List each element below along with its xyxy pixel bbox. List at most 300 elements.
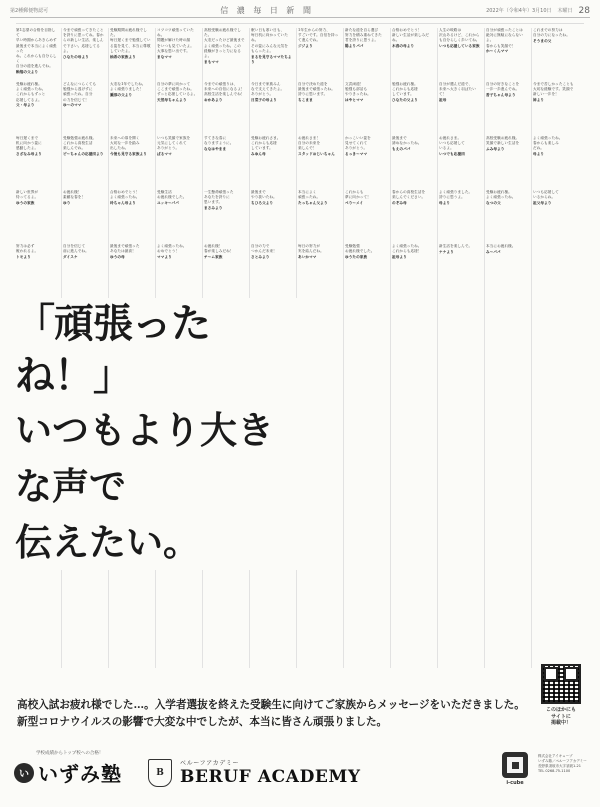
message-line: しています。: [392, 92, 414, 97]
message-line: なりますように。: [204, 141, 234, 146]
message-line: もらったよ。: [251, 48, 274, 53]
family-message: [392, 136, 435, 186]
family-message: [157, 28, 200, 78]
family-message: [63, 190, 106, 240]
message-line: 高校生活を楽しんでね！: [204, 92, 245, 97]
family-message: [251, 136, 294, 186]
family-message: [345, 244, 388, 294]
icube-cube-icon: [502, 752, 528, 778]
message-line: を誇りに思ってね。春か: [63, 33, 104, 38]
message-line: 元気にしてくれて: [157, 141, 187, 146]
family-message: [486, 190, 529, 240]
message-line: 未来への扉を開く: [110, 136, 140, 140]
family-message: [486, 28, 529, 78]
message-line: 君を誇りに思うよ。: [345, 38, 379, 43]
message-line: 自分が頑張ったことは: [486, 28, 523, 32]
message-line: つかんだ未来！: [251, 249, 277, 254]
message-signature: 瀬那の父より: [110, 93, 133, 97]
family-message: [110, 244, 153, 294]
message-line: これからもずっと: [16, 92, 46, 97]
header-date-group: [486, 6, 590, 16]
family-message: [439, 28, 482, 78]
message-line: 楽しんで！: [298, 146, 317, 151]
message-line: 問題が解けた時の顔: [157, 38, 191, 43]
izumi-mark-icon: い: [14, 763, 34, 783]
message-line: で下さい。応援してるよ。: [63, 43, 100, 53]
family-message: [63, 82, 106, 132]
message-signature: ちひろ父より: [251, 201, 274, 205]
message-line: お疲れ様でした。: [157, 195, 187, 200]
message-line: 報われるよ。: [16, 249, 39, 254]
family-message: [16, 28, 59, 78]
message-line: かっこいい姿を: [345, 136, 371, 140]
family-message: [439, 190, 482, 240]
message-line: 自分の道を進んでね。: [16, 64, 53, 69]
message-line: 頑張ったね。自分: [63, 92, 93, 97]
message-line: る姿を見て、本当に尊敬: [110, 43, 151, 48]
message-line: あなたは最高！: [110, 249, 136, 254]
message-signature: ひなたの母より: [63, 54, 89, 59]
message-signature: ママより: [157, 255, 172, 259]
message-line: これからも: [345, 190, 364, 194]
company-line: 長野県須坂市大字須坂1-21: [538, 764, 581, 768]
beruf-academy-logo: [148, 758, 408, 787]
message-line: 新しい一歩を！: [533, 92, 559, 97]
message-line: 最後まで頑張ったね。: [298, 87, 335, 92]
message-line: をいつも見ていたよ。: [157, 43, 194, 48]
family-message: [392, 28, 435, 78]
message-line: お疲れさま！: [298, 136, 321, 140]
message-line: 自分の夢に向かって: [157, 82, 191, 86]
headline: [15, 298, 300, 570]
message-signature: 木春の母より: [392, 44, 415, 49]
message-line: これからも応援！: [392, 249, 422, 254]
family-message: [486, 136, 529, 186]
message-line: 高校受験お疲れ様。: [486, 136, 520, 140]
family-message: [345, 190, 388, 240]
company-info: [538, 754, 594, 774]
message-signature: はやとママ: [345, 98, 364, 103]
icube-label: i-cube: [506, 780, 524, 786]
family-message: [110, 82, 153, 132]
message-signature: いつも応援している家族: [439, 44, 480, 49]
qr-caption: [536, 707, 586, 727]
family-message: [16, 244, 59, 294]
message-line: 大切な一歩を踏み: [110, 141, 140, 146]
message-signature: ゆーのママ: [63, 103, 82, 108]
message-line: よく頑張ったね。この: [204, 43, 241, 48]
qr-caption-line-2: サイトに: [551, 713, 571, 720]
message-signature: 母より: [439, 201, 451, 205]
message-line: 春からも笑顔で！: [486, 43, 516, 48]
family-message: [533, 190, 576, 240]
message-signature: なつの父: [486, 201, 501, 205]
message-signature: ジジより: [298, 44, 313, 49]
message-signature: 祖父母より: [533, 201, 552, 205]
message-line: していたよ。: [110, 48, 133, 53]
message-line: 大変だったけど最後まで: [204, 38, 245, 43]
message-line: 今日まで家族みん: [251, 82, 281, 86]
message-line: 諦めなかったね。: [392, 141, 422, 146]
message-line: 素敵な春を！: [63, 195, 86, 200]
message-line: お疲れ様でした。: [345, 249, 375, 254]
message-line: よく頑張ったね。: [486, 195, 516, 200]
message-signature: スタッドおじいちゃん: [298, 152, 335, 157]
message-signature: のぞみ母: [392, 201, 407, 205]
headline-line-2: いつもより大きな声で: [15, 408, 274, 508]
message-line: 自分の力になったね。: [533, 33, 570, 38]
message-line: 勉強から逃げずに: [63, 87, 93, 92]
family-message: [63, 244, 106, 294]
message-signature: ゆり: [63, 201, 71, 205]
message-line: 合格おめでとう！: [110, 190, 140, 194]
message-line: いつも笑顔で家族を: [157, 136, 191, 140]
message-line: 楽しんでね。: [63, 146, 86, 151]
message-line: 人生の岐路は: [439, 28, 462, 32]
message-line: 経験がきっと力になるよ。: [204, 48, 241, 59]
message-line: 一生懸命頑張った: [204, 190, 234, 194]
family-message: [63, 28, 106, 78]
message-line: 最後まで: [392, 136, 407, 140]
message-line: 沢山あるけど、これから: [439, 33, 480, 38]
message-line: 合格おめでとう！: [392, 28, 422, 32]
family-message: [251, 28, 294, 78]
family-message: [204, 244, 247, 294]
message-signature: おかあより: [204, 98, 223, 103]
message-line: 机に向かう姿に: [16, 141, 42, 146]
message-line: 今まで頑張ってきたこと: [63, 28, 104, 32]
message-line: いるよ。: [439, 146, 454, 151]
message-signature: もえのパパ: [392, 147, 411, 151]
family-message: [439, 136, 482, 186]
message-line: 毎日机に向かっていたね。: [251, 33, 288, 43]
qr-caption-line-3: 掲載中！: [550, 720, 571, 726]
izumi-juku-logo: [14, 750, 124, 787]
issue-weekday: 木曜日: [557, 8, 573, 14]
family-message: [157, 136, 200, 186]
family-message: [110, 28, 153, 78]
message-line: 自分の力で: [251, 244, 270, 248]
message-line: 眠い日も寒い日も、: [251, 28, 285, 32]
message-line: いるからね。: [533, 195, 556, 200]
message-line: 毎日の努力が: [298, 244, 321, 248]
family-message: [110, 190, 153, 240]
message-line: 受験勉強: [345, 244, 360, 248]
family-message: [157, 244, 200, 294]
postal-notice: 第2種郵便物認可: [10, 8, 49, 14]
message-line: 実を結んだね。: [298, 249, 324, 254]
message-line: いつも応援して: [533, 190, 559, 194]
family-message: [486, 82, 529, 132]
family-message: [157, 190, 200, 240]
message-line: も自分らしく歩いてね。: [439, 38, 480, 43]
message-line: 最後まで頑張った: [110, 244, 140, 248]
message-line: あなたを誇りに: [204, 195, 230, 200]
message-line: やり抜いたね。: [251, 195, 277, 200]
message-line: 見せてくれて: [345, 141, 368, 146]
family-message: [392, 82, 435, 132]
family-message: [298, 82, 341, 132]
message-line: しています。: [251, 146, 273, 151]
message-signature: かーくんママ: [486, 49, 509, 54]
message-line: おめでとう！: [157, 249, 180, 254]
message-line: よく頑張ったね。: [533, 136, 563, 140]
message-line: の力を信じて！: [63, 97, 89, 102]
message-signature: まなママ: [157, 54, 172, 59]
message-line: 受験期間お疲れ様でした。: [110, 28, 147, 38]
message-signature: ゆうたの家族: [345, 255, 368, 259]
message-signature: 釉翔の父より: [16, 70, 39, 75]
message-line: 受験勉強お疲れ様。: [63, 136, 97, 140]
message-signature: 香子ちゃん母より: [486, 93, 516, 97]
message-line: よく頑張ったね。: [157, 244, 187, 248]
message-signature: るっきーママ: [345, 152, 368, 157]
family-message: [298, 190, 341, 240]
message-signature: さとみより: [251, 255, 270, 259]
message-line: 夢に向かって！: [345, 195, 371, 200]
message-line: て進んでね。: [298, 38, 321, 43]
family-message: [392, 244, 435, 294]
message-line: 努力を積み重ねてきた: [345, 33, 382, 38]
message-line: 頑張ったね。: [298, 195, 321, 200]
message-line: ずっと応援しているよ。: [157, 92, 198, 97]
family-message: [298, 136, 341, 186]
message-line: 大切な経験です。笑顔で: [533, 87, 574, 92]
page-number: 28: [578, 5, 590, 16]
message-line: これまでの努力は: [533, 28, 563, 32]
message-line: 新しい生活が楽しみだね。: [392, 33, 429, 43]
message-signature: 日菜子の母より: [251, 98, 277, 103]
message-line: 1年生からの努力、: [298, 28, 330, 32]
message-line: 出したね。: [110, 146, 129, 151]
message-line: 今まで苦しかったことも: [533, 82, 574, 86]
newspaper-header: [10, 4, 590, 18]
family-message: [16, 136, 59, 186]
message-line: 最後まで: [251, 190, 266, 194]
message-signature: ひなたの父より: [392, 98, 418, 103]
headline-line-1: 「頑張ったね！」: [15, 300, 210, 399]
message-line: 自分が選んだ道で、: [439, 82, 473, 86]
message-line: お疲れ様！: [63, 190, 82, 194]
company-line: 株式会社アイキューブ: [538, 754, 573, 758]
message-line: その姿にみんな元気を: [251, 43, 288, 48]
message-signature: チーム家族: [204, 255, 223, 259]
message-line: ありがとう。: [251, 92, 274, 97]
message-line: 努力は必ず: [16, 244, 35, 248]
message-signature: みゆん母: [251, 152, 266, 157]
qr-section[interactable]: [536, 664, 586, 727]
message-line: すごいです。自信を持っ: [298, 33, 339, 38]
family-message: [439, 244, 482, 294]
message-line: 受験生活: [157, 190, 172, 194]
message-signature: 陽よりパパ: [345, 44, 364, 49]
message-signature: まさみより: [204, 206, 223, 211]
family-message: [16, 190, 59, 240]
message-line: いつも応援して: [439, 141, 465, 146]
message-signature: あいかママ: [298, 255, 317, 259]
message-line: これからも応援: [251, 141, 277, 146]
message-line: 笑顔で新しい生活を: [486, 141, 520, 146]
family-message: [110, 136, 153, 186]
message-line: 誇りに思います。: [298, 92, 328, 97]
message-line: 本当によく: [298, 190, 317, 194]
message-line: 毎日遅くまで勉強してい: [110, 38, 151, 43]
message-signature: ナナより: [439, 249, 454, 254]
message-signature: 今後も見守る家族より: [110, 152, 147, 157]
message-signature: 母より: [533, 152, 545, 157]
message-signature: 祖母: [439, 98, 447, 103]
message-line: 文武両道！: [345, 82, 364, 86]
message-signature: ぺりーメイ: [345, 201, 364, 205]
message-line: 待ってるよ。: [16, 195, 39, 200]
message-line: 高校受験お疲れ様でした。: [204, 28, 241, 38]
message-line: 毎日遅くまで: [16, 136, 39, 140]
family-message: [251, 82, 294, 132]
qr-caption-line-1: このほかにも: [545, 707, 576, 713]
message-line: 春が楽しみだね！: [204, 249, 234, 254]
message-line: 大事な思い出です。: [157, 48, 190, 53]
message-line: 勉強お疲れ様。: [392, 82, 418, 86]
message-line: コツコツ頑張っていたね。: [157, 28, 194, 38]
message-signature: まるを見守るママたちより: [251, 54, 292, 64]
qr-code-icon[interactable]: [541, 664, 581, 704]
message-line: 第1志望の合格を目指して: [16, 28, 56, 38]
message-line: ありがとう。: [157, 146, 180, 151]
family-message: [298, 28, 341, 78]
message-line: 受験お疲れ様。: [486, 190, 512, 194]
message-line: 受験お疲れ様。: [16, 82, 42, 86]
message-signature: ななはやまま: [204, 147, 227, 151]
family-message: [345, 28, 388, 78]
message-line: 自分の未来を: [298, 141, 321, 146]
message-line: だね。: [533, 146, 545, 151]
message-signature: みーパパ: [486, 249, 501, 254]
message-line: ね。これからも自分らしく: [16, 54, 57, 64]
message-line: らの新しい生活、楽しん: [63, 38, 104, 43]
message-line: 前に進んでね。: [63, 249, 89, 254]
company-line: いずみ塾／ベルーフアカデミー: [538, 759, 587, 763]
family-message: [533, 136, 576, 186]
family-message: [345, 136, 388, 186]
beruf-english-name: BERUF ACADEMY: [180, 767, 361, 787]
icube-logo: [495, 752, 535, 786]
message-line: よく頑張りました。: [439, 190, 473, 194]
message-line: 未来へ大きく羽ばたいて！: [439, 87, 476, 97]
beruf-crest-icon: B: [148, 759, 172, 787]
message-line: 最後まで本当によく頑張った: [16, 43, 57, 53]
family-message: [251, 190, 294, 240]
message-signature: まもママ: [204, 59, 219, 64]
message-line: これから高校生活: [63, 141, 93, 146]
message-line: 自分を信じて: [63, 244, 86, 248]
message-signature: 父・母より: [16, 103, 35, 108]
family-message: [439, 82, 482, 132]
message-line: やりきったね。: [345, 92, 371, 97]
message-line: 新生活を楽しんで。: [439, 244, 473, 248]
message-line: お疲れ様！: [204, 244, 223, 248]
beruf-japanese-name: ベルーフアカデミー: [180, 760, 240, 767]
message-signature: そうまの父: [533, 39, 552, 43]
message-signature: ゆうの母: [110, 255, 125, 259]
message-signature: さざなみ母より: [16, 152, 42, 157]
family-message: [533, 82, 576, 132]
headline-line-3: 伝えたい。: [15, 520, 200, 564]
message-signature: ユッキーパパ: [157, 201, 179, 205]
message-signature: ダイスケ: [63, 255, 78, 259]
family-message: [63, 136, 106, 186]
message-line: 勉強も部活も: [345, 87, 368, 92]
message-line: お疲れさま。: [439, 136, 462, 140]
message-line: 早い時期からあきらめず: [16, 38, 57, 43]
izumi-name: いずみ塾: [38, 762, 122, 786]
message-line: 自分の好きなことを: [486, 82, 520, 86]
company-line: TEL 0268-75-1100: [538, 769, 571, 773]
message-line: よく頑張ったね。: [110, 195, 140, 200]
message-signature: トモより: [16, 255, 31, 259]
message-signature: 祖母より: [392, 255, 407, 259]
message-line: 受験お疲れさま。: [251, 136, 281, 140]
message-signature: 姉より: [533, 98, 545, 103]
family-message: [204, 82, 247, 132]
message-line: 楽しんでください。: [392, 195, 426, 200]
intro-text: [17, 697, 537, 731]
message-line: 春からの高校生活を: [392, 190, 426, 194]
newspaper-name: 信 濃 毎 日 新 聞: [220, 6, 314, 15]
message-line: 自分で決めた道を: [298, 82, 328, 86]
message-signature: ちこまま: [298, 98, 313, 103]
message-line: 応援してるよ。: [16, 97, 42, 102]
intro-line-2: 新型コロナウイルスの影響で大変な中でしたが、本当に皆さん頑張りました。: [17, 716, 388, 728]
message-line: 春からも楽しみ: [533, 141, 559, 146]
message-signature: 柚希の家族より: [110, 54, 136, 59]
family-message: [486, 244, 529, 294]
message-signature: いつでも応援団: [439, 152, 465, 157]
message-signature: ぱるママ: [157, 152, 172, 157]
issue-date: 2022年（令和4年）3月10日: [486, 8, 552, 14]
family-message: [204, 28, 247, 78]
family-message: [157, 82, 200, 132]
message-signature: たっちゃん父より: [298, 201, 328, 205]
message-line: 今までの頑張りは、: [204, 82, 238, 86]
message-signature: 玲ちゃん母より: [110, 201, 136, 205]
family-message: [204, 190, 247, 240]
family-message: [251, 244, 294, 294]
message-line: 大変な1年でしたね。: [110, 82, 146, 86]
message-line: よく頑張ったね。: [392, 244, 422, 248]
message-signature: ピーちゃんの応援団より: [63, 152, 104, 157]
message-line: どんなにつらくても: [63, 82, 97, 86]
message-line: よく頑張ったね。: [16, 87, 46, 92]
message-line: 思います。: [204, 200, 223, 205]
message-signature: ふみ母より: [486, 147, 505, 151]
family-message: [298, 244, 341, 294]
message-line: すてきな春に: [204, 136, 227, 140]
message-line: よく頑張りました！: [110, 87, 144, 92]
message-line: ありがとう。: [345, 146, 368, 151]
message-line: 感動したよ。: [16, 146, 39, 151]
family-message: [345, 82, 388, 132]
family-message: [16, 82, 59, 132]
message-line: 誇りに思うよ。: [439, 195, 465, 200]
message-line: 未来への自信になるよ！: [204, 87, 245, 92]
sponsor-footer: [0, 748, 600, 807]
message-line: これからも応援: [392, 87, 418, 92]
family-message: [204, 136, 247, 186]
message-signature: ゆうの家族: [16, 201, 35, 205]
header-divider: [16, 23, 584, 24]
family-message: [533, 28, 576, 78]
family-message: [392, 190, 435, 240]
